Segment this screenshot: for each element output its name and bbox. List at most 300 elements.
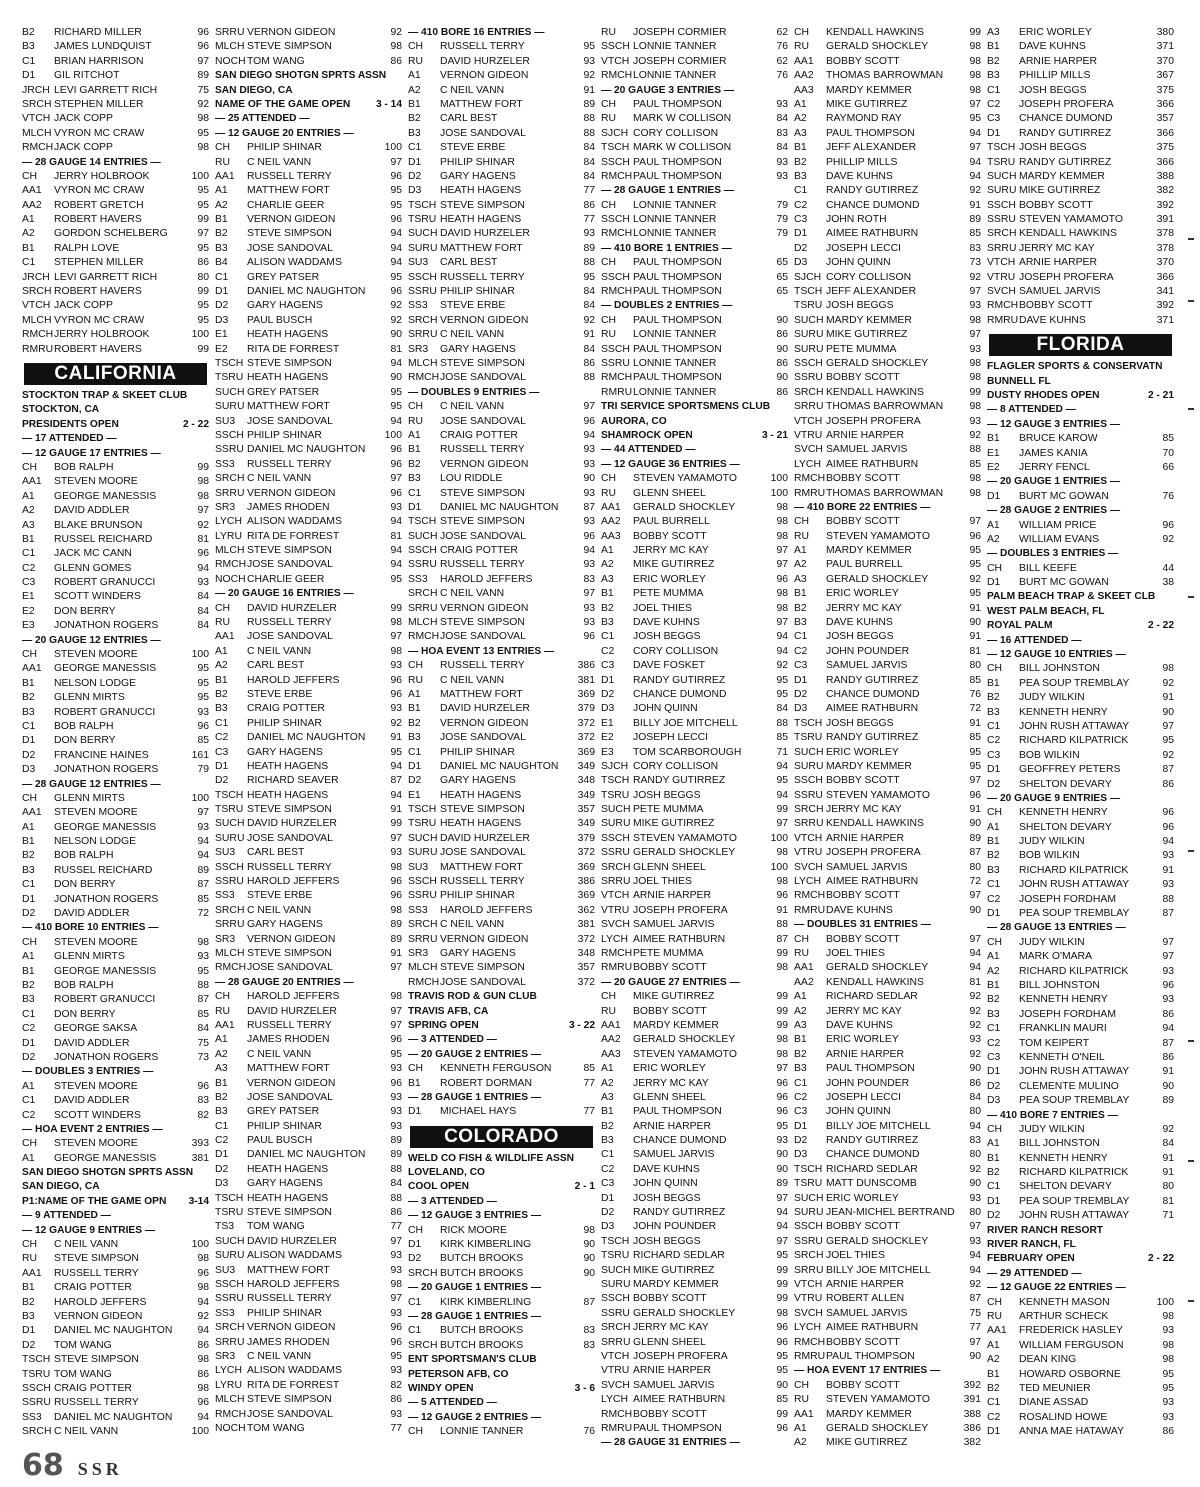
score: 76 — [583, 1426, 595, 1438]
place-code: B1 — [987, 980, 1000, 991]
place-code: B2 — [987, 994, 1000, 1006]
result-row — [987, 763, 1180, 777]
shooter-name: STEVE SIMPSON — [54, 1354, 139, 1366]
result-row — [794, 1163, 987, 1177]
result-row — [987, 69, 1180, 83]
result-row — [215, 1321, 408, 1335]
shooter-name: DANIEL MC NAUGHTON — [247, 732, 366, 744]
result-row — [22, 1152, 215, 1166]
score: 94 — [776, 631, 788, 643]
place-code: E1 — [601, 717, 614, 729]
place-code: SRRU — [215, 487, 245, 499]
shooter-name: STEVE SIMPSON — [54, 1253, 139, 1265]
result-row — [215, 1307, 408, 1321]
shooter-name: GLENN SHEEL — [633, 487, 706, 499]
shooter-name: ARNIE HARPER — [633, 1120, 711, 1132]
heading-text: SPRING OPEN — [408, 1019, 479, 1031]
score: 98 — [776, 1048, 788, 1060]
score: 98 — [969, 357, 981, 369]
score: 93 — [969, 415, 981, 427]
shooter-name: DANIEL MC NAUGHTON — [440, 760, 559, 772]
place-code: SURU — [215, 832, 245, 844]
result-row — [22, 979, 215, 993]
score: 94 — [969, 962, 981, 974]
score: 96 — [776, 1336, 788, 1348]
result-row — [408, 227, 601, 241]
shooter-name: BILLY JOE MITCHELL — [826, 1120, 931, 1132]
place-code: RU — [794, 41, 810, 53]
shooter-name: BRIAN HARRISON — [54, 55, 144, 67]
place-code: MLCH — [22, 127, 52, 139]
place-code: CH — [22, 1138, 38, 1150]
shooter-name: RUSSELL TERRY — [440, 271, 525, 283]
place-code: SSRU — [215, 444, 244, 456]
shooter-name: LONNIE TANNER — [633, 357, 717, 369]
result-row — [601, 674, 794, 688]
shooter-name: JOHN RUSH ATTAWAY — [1019, 1066, 1130, 1078]
shooter-name: MIKE GUTIRREZ — [826, 1437, 908, 1446]
place-code: D1 — [987, 127, 1001, 139]
score: 87 — [969, 1293, 981, 1305]
result-row — [987, 1324, 1180, 1338]
place-code: MLCH — [408, 962, 438, 974]
section-heading — [22, 432, 215, 446]
place-code: B3 — [215, 1106, 228, 1118]
shooter-name: VERNON GIDEON — [440, 70, 529, 82]
place-code: AA1 — [22, 663, 42, 675]
result-row — [601, 544, 794, 558]
score: 93 — [390, 1106, 402, 1118]
place-code: C1 — [987, 1397, 1001, 1409]
score: 98 — [776, 530, 788, 542]
heading-text: STOCKTON TRAP & SKEET CLUB — [22, 389, 188, 401]
shooter-name: GARY HAGENS — [247, 746, 323, 758]
score: 95 — [969, 113, 981, 125]
place-code: VTCH — [22, 300, 51, 312]
score: 91 — [969, 717, 981, 729]
result-row — [215, 328, 408, 342]
shooter-name: JONATHON ROGERS — [54, 620, 159, 632]
shooter-name: JOSE SANDOVAL — [440, 372, 526, 384]
result-row — [987, 1008, 1180, 1022]
shooter-name: JONATHON ROGERS — [54, 1051, 159, 1063]
shooter-name: DIANE ASSAD — [1019, 1397, 1089, 1409]
place-code: RMCH — [408, 372, 440, 384]
place-code: SSCH — [794, 775, 823, 787]
heading-text: LOVELAND, CO — [408, 1167, 485, 1179]
score: 93 — [1162, 1411, 1174, 1423]
score: 85 — [969, 674, 981, 686]
shooter-name: JOSH BEGGS — [633, 631, 701, 643]
result-row — [408, 933, 601, 947]
score: 91 — [776, 904, 788, 916]
result-row — [22, 648, 215, 662]
section-heading — [794, 918, 987, 932]
result-row — [22, 1353, 215, 1367]
heading-text: — 410 BORE 16 ENTRIES — — [408, 27, 545, 38]
heading-text: — HOA EVENT 13 ENTRIES — — [408, 645, 555, 657]
heading-text: — 44 ATTENDED — — [601, 444, 696, 456]
result-row — [601, 1220, 794, 1234]
shooter-name: ARTHUR SCHECK — [1019, 1310, 1109, 1322]
shooter-name: FRANKLIN MAURI — [1019, 1023, 1107, 1035]
place-code: C1 — [794, 1077, 808, 1089]
section-heading — [408, 990, 601, 1004]
place-code: CH — [408, 1426, 424, 1438]
place-code: SVCH — [987, 286, 1016, 298]
edge-mark — [1188, 850, 1194, 852]
result-row — [601, 501, 794, 515]
place-code: B1 — [22, 965, 35, 977]
result-row — [22, 792, 215, 806]
result-row — [408, 55, 601, 69]
result-row — [215, 558, 408, 572]
score: 77 — [390, 1221, 402, 1233]
shooter-name: LEVI GARRETT RICH — [54, 84, 158, 96]
result-row — [215, 602, 408, 616]
result-row — [408, 1105, 601, 1119]
result-row — [408, 314, 601, 328]
score: 95 — [969, 746, 981, 758]
score: 86 — [776, 357, 788, 369]
result-row — [22, 806, 215, 820]
shooter-name: JOSH BEGGS — [826, 631, 894, 643]
place-code: AA1 — [22, 807, 42, 819]
shooter-name: GARY HAGENS — [440, 343, 516, 355]
score: 92 — [969, 1048, 981, 1060]
score: 96 — [197, 27, 209, 38]
score: 96 — [1162, 980, 1174, 991]
section-heading — [22, 1166, 215, 1180]
place-code: TSCH — [22, 1354, 51, 1366]
result-row — [601, 1091, 794, 1105]
score: 382 — [1156, 185, 1174, 197]
result-row — [794, 271, 987, 285]
shooter-name: SAMUEL JARVIS — [826, 660, 908, 672]
score: 362 — [577, 904, 595, 916]
shooter-name: CORY COLLISON — [633, 127, 719, 139]
shooter-name: JOSE SANDOVAL — [440, 631, 526, 643]
result-row — [601, 1249, 794, 1263]
score: 357 — [577, 962, 595, 974]
shooter-name: JOSE SANDOVAL — [440, 976, 526, 988]
shooter-name: LONNIE TANNER — [440, 1426, 524, 1438]
shooter-name: ARNIE HARPER — [633, 890, 711, 902]
place-code: VTCH — [601, 55, 630, 67]
shooter-name: GEOFFREY PETERS — [1019, 764, 1121, 776]
score: 92 — [776, 660, 788, 672]
score: 98 — [776, 1307, 788, 1319]
result-row — [601, 472, 794, 486]
score: 90 — [776, 1149, 788, 1161]
section-heading — [987, 475, 1180, 489]
result-row — [22, 734, 215, 748]
section-heading — [987, 1109, 1180, 1123]
score: 393 — [191, 1138, 209, 1150]
shooter-name: MARK O'MARA — [1019, 951, 1092, 963]
place-code: B2 — [22, 850, 35, 862]
place-code: D1 — [22, 1037, 36, 1049]
result-row — [987, 199, 1180, 213]
shooter-name: STEVEN YAMAMOTO — [826, 789, 930, 801]
shooter-name: C NEIL VANN — [54, 1239, 119, 1251]
result-row — [987, 242, 1180, 256]
shooter-name: ROBERT HAVERS — [54, 214, 142, 226]
result-row — [215, 1120, 408, 1134]
result-row — [794, 1091, 987, 1105]
score: 375 — [1156, 142, 1174, 154]
place-code: A1 — [215, 1034, 228, 1046]
shooter-name: RICHARD KILPATRICK — [1019, 864, 1129, 876]
score: 100 — [191, 1239, 209, 1251]
place-code: AA1 — [794, 962, 814, 974]
score: 90 — [390, 372, 402, 384]
shooter-name: STEVE SIMPSON — [247, 545, 332, 557]
score: 96 — [390, 876, 402, 888]
result-row — [794, 55, 987, 69]
place-code: SUCH — [794, 746, 824, 758]
result-row — [987, 533, 1180, 547]
result-row — [987, 170, 1180, 184]
shooter-name: LONNIE TANNER — [633, 386, 717, 398]
shooter-name: GERALD SHOCKLEY — [826, 573, 929, 585]
shooter-name: MIKE GUTIRREZ — [633, 1264, 715, 1276]
result-row — [987, 461, 1180, 475]
shooter-name: RUSSEL REICHARD — [54, 864, 153, 876]
shooter-name: JAMES RHODEN — [247, 1034, 330, 1046]
shooter-name: RANDY GUTIRREZ — [826, 732, 919, 744]
result-row — [408, 918, 601, 932]
score: 89 — [197, 864, 209, 876]
score: 95 — [969, 559, 981, 571]
shooter-name: GREY PATSER — [247, 271, 320, 283]
score: 93 — [776, 170, 788, 182]
shooter-name: MARDY KEMMER — [826, 314, 912, 326]
shooter-name: PAUL BURRELL — [826, 559, 903, 571]
score: 90 — [969, 818, 981, 830]
result-row — [987, 1382, 1180, 1396]
place-code: B1 — [22, 1282, 35, 1294]
shooter-name: VYRON MC CRAW — [54, 185, 145, 197]
place-code: SS3 — [408, 904, 428, 916]
result-row — [215, 803, 408, 817]
result-row — [215, 904, 408, 918]
shooter-name: JONATHON ROGERS — [54, 764, 159, 776]
score: 97 — [776, 1192, 788, 1204]
score: 92 — [969, 1019, 981, 1031]
place-code: SR3 — [215, 1350, 236, 1362]
shooter-name: KIRK KIMBERLING — [440, 1296, 532, 1308]
score: 99 — [390, 602, 402, 614]
place-code: CH — [408, 660, 424, 672]
result-row — [987, 432, 1180, 446]
score: 77 — [583, 1077, 595, 1089]
section-heading — [601, 976, 794, 990]
result-row — [215, 184, 408, 198]
result-row — [601, 1379, 794, 1393]
score: 100 — [770, 473, 788, 485]
place-code: D1 — [22, 893, 36, 905]
shooter-name: DAVID ADDLER — [54, 1095, 130, 1107]
place-code: TSRU — [601, 1250, 630, 1262]
place-code: CH — [22, 1239, 38, 1251]
score: 87 — [197, 879, 209, 891]
score: 84 — [776, 113, 788, 125]
heading-text: — 28 GAUGE 20 ENTRIES — — [215, 976, 354, 988]
place-code: A1 — [794, 545, 807, 557]
shooter-name: JEAN-MICHEL BERTRAND — [826, 1207, 955, 1219]
result-row — [215, 1379, 408, 1393]
shooter-name: RUSSELL TERRY — [440, 660, 525, 672]
result-row — [601, 127, 794, 141]
result-row — [408, 199, 601, 213]
place-code: A1 — [22, 1080, 35, 1092]
result-row — [987, 806, 1180, 820]
shooter-name: GEORGE SAKSA — [54, 1023, 138, 1035]
score: 95 — [776, 674, 788, 686]
result-row — [408, 904, 601, 918]
shooter-name: PAUL BUSCH — [247, 314, 313, 326]
place-code: SSRU — [601, 357, 630, 369]
shooter-name: LOU RIDDLE — [440, 473, 503, 485]
shooter-name: DEAN KING — [1019, 1354, 1077, 1366]
score: 90 — [583, 1239, 595, 1251]
heading-text: TRAVIS AFB, CA — [408, 1005, 489, 1017]
shooter-name: JOSEPH LECCI — [826, 1091, 902, 1103]
heading-text: — 410 BORE 10 ENTRIES — — [22, 922, 159, 934]
place-code: C1 — [22, 1008, 36, 1020]
result-row — [601, 170, 794, 184]
score: 94 — [1162, 1023, 1174, 1035]
result-row — [794, 314, 987, 328]
shooter-name: STEVEN MOORE — [54, 649, 138, 661]
shooter-name: JOSE SANDOVAL — [247, 559, 333, 571]
score: 93 — [390, 1063, 402, 1075]
shooter-name: RICHARD MILLER — [54, 27, 142, 38]
score: 87 — [583, 501, 595, 513]
result-row — [215, 817, 408, 831]
score: 95 — [776, 688, 788, 700]
shooter-name: PHILIP SHINAR — [440, 286, 515, 298]
shooter-name: MATTHEW FORT — [247, 401, 330, 413]
score: 97 — [969, 516, 981, 528]
place-code: SRRU — [601, 1336, 631, 1348]
place-code: C1 — [408, 142, 422, 154]
place-code: RU — [22, 1253, 38, 1265]
score: 386 — [963, 1422, 981, 1434]
score: 85 — [583, 1063, 595, 1075]
shooter-name: HAROLD JEFFERS — [440, 573, 533, 585]
result-row — [601, 918, 794, 932]
result-row — [987, 691, 1180, 705]
result-row — [794, 299, 987, 313]
shooter-name: PHILIP SHINAR — [247, 429, 322, 441]
place-code: D3 — [408, 185, 422, 197]
shooter-name: DAVE KUHNS — [826, 170, 893, 182]
score: 100 — [191, 170, 209, 182]
place-code: RMCH — [215, 1408, 247, 1420]
place-code: SUCH — [601, 804, 631, 816]
score: 378 — [1156, 242, 1174, 254]
score: 90 — [776, 314, 788, 326]
result-row — [408, 846, 601, 860]
shooter-name: AIMEE RATHBURN — [633, 933, 726, 945]
score: 93 — [390, 660, 402, 672]
result-row — [215, 1206, 408, 1220]
result-row — [794, 213, 987, 227]
score: 98 — [390, 617, 402, 629]
result-row — [794, 69, 987, 83]
result-row — [601, 933, 794, 947]
shooter-name: MICHAEL HAYS — [440, 1106, 517, 1118]
score: 386 — [577, 660, 595, 672]
place-code: B2 — [22, 1296, 35, 1308]
result-row — [215, 789, 408, 803]
result-row — [794, 400, 987, 414]
place-code: A1 — [408, 429, 421, 441]
score: 366 — [1156, 271, 1174, 283]
score: 87 — [197, 994, 209, 1006]
score: 89 — [197, 70, 209, 82]
result-row — [794, 1206, 987, 1220]
result-row — [215, 26, 408, 40]
score: 94 — [390, 415, 402, 427]
result-row — [215, 630, 408, 644]
heading-text: — 28 GAUGE 14 ENTRIES — — [22, 156, 161, 168]
result-row — [601, 875, 794, 889]
result-row — [601, 285, 794, 299]
place-code: VTCH — [601, 1350, 630, 1362]
place-code: B1 — [987, 41, 1000, 53]
place-code: SSCH — [408, 271, 437, 283]
shooter-name: ARNIE HARPER — [826, 832, 904, 844]
score: 98 — [390, 861, 402, 873]
place-code: SR3 — [408, 343, 429, 355]
score: 98 — [776, 501, 788, 513]
shooter-name: RICK MOORE — [440, 1224, 507, 1236]
score: 161 — [191, 749, 209, 761]
place-code: SS3 — [22, 1411, 42, 1423]
place-code: SRCH — [794, 804, 824, 816]
result-row — [215, 501, 408, 515]
shooter-name: C NEIL VANN — [440, 588, 505, 600]
result-row — [215, 1408, 408, 1422]
place-code: SURU — [601, 818, 631, 830]
heading-text: RIVER RANCH, FL — [987, 1239, 1076, 1251]
place-code: B1 — [408, 444, 421, 456]
result-row — [22, 1109, 215, 1123]
result-row — [408, 299, 601, 313]
heading-text: — 16 ATTENDED — — [987, 634, 1082, 646]
place-code: RMRU — [22, 343, 54, 355]
shooter-name: HAROLD JEFFERS — [54, 1296, 147, 1308]
score: 388 — [1156, 170, 1174, 182]
result-row — [794, 616, 987, 630]
shooter-name: STEVE SIMPSON — [440, 357, 525, 369]
score: 92 — [583, 314, 595, 326]
shooter-name: STEPHEN MILLER — [54, 257, 144, 269]
shooter-name: JERRY FENCL — [1019, 461, 1090, 473]
result-row — [215, 1048, 408, 1062]
shooter-name: JOSH BEGGS — [826, 717, 894, 729]
result-row — [794, 587, 987, 601]
score: 77 — [969, 1322, 981, 1334]
result-row — [215, 702, 408, 716]
shooter-name: ERIC WORLEY — [633, 573, 706, 585]
place-code: C1 — [22, 548, 36, 560]
shooter-name: CORY COLLISON — [633, 760, 719, 772]
shooter-name: PAUL BURRELL — [633, 516, 710, 528]
